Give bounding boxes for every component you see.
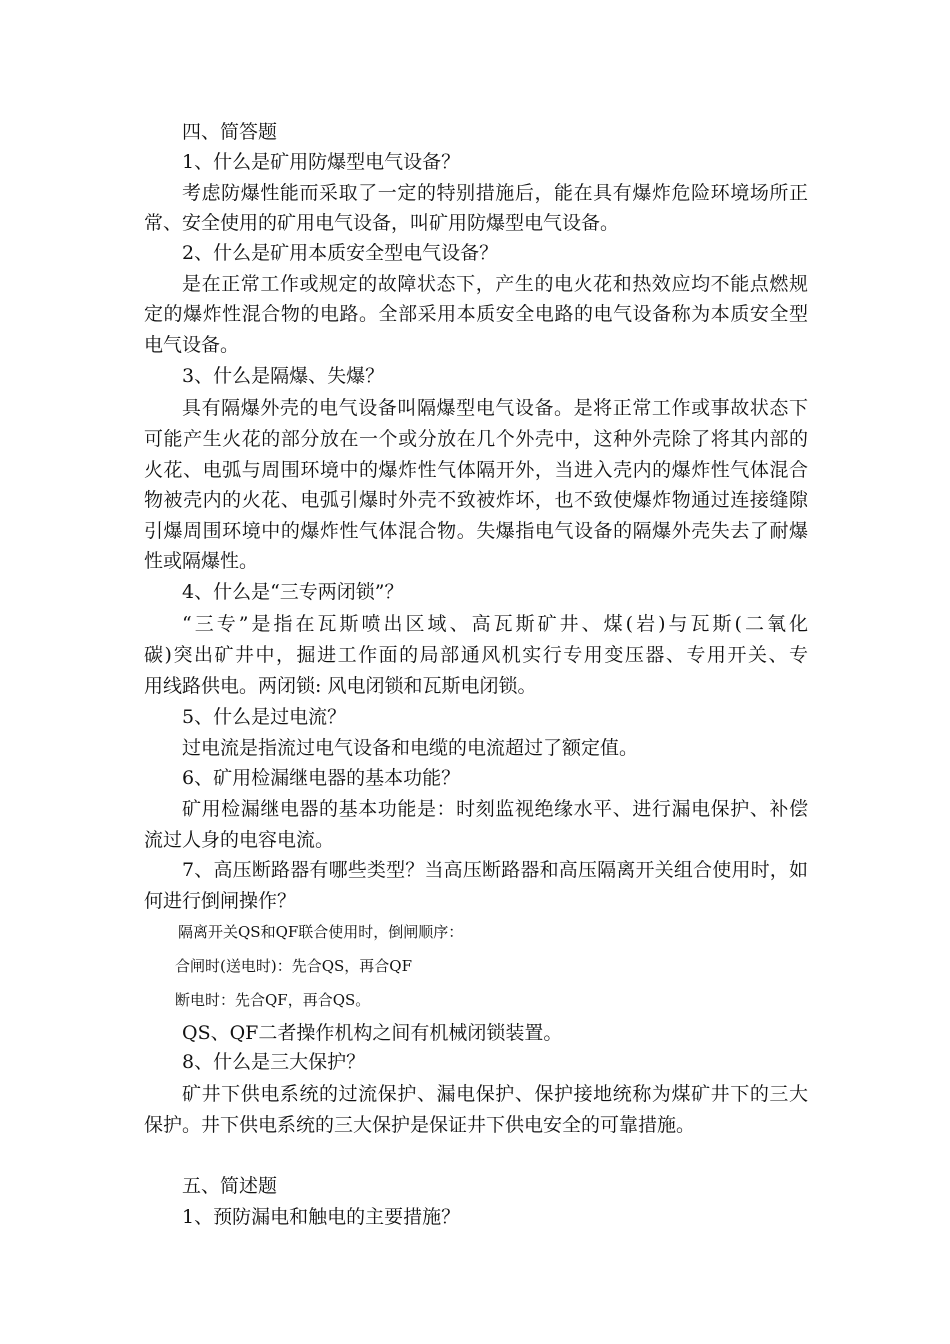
- answer-5-line-1: 过电流是指流过电气设备和电缆的电流超过了额定值。: [182, 737, 639, 759]
- question-2: 2、什么是矿用本质安全型电气设备？: [182, 242, 499, 264]
- answer-1-line-2: 常、安全使用的矿用电气设备，叫矿用防爆型电气设备。: [144, 212, 620, 234]
- answer-8-line-1: 矿井下供电系统的过流保护、漏电保护、保护接地统称为煤矿井下的三大: [182, 1083, 808, 1105]
- answer-3-line-5: 引爆周围环境中的爆炸性气体混合物。失爆指电气设备的隔爆外壳失去了耐爆: [144, 520, 808, 542]
- question-5: 5、什么是过电流？: [182, 706, 347, 728]
- answer-7-line-1: QS、QF二者操作机构之间有机械闭锁装置。: [182, 1022, 563, 1044]
- question-8: 8、什么是三大保护？: [182, 1051, 366, 1073]
- answer-1-line-1: 考虑防爆性能而采取了一定的特别措施后，能在具有爆炸危险环境场所正: [182, 182, 808, 204]
- question-3: 3、什么是隔爆、失爆？: [182, 365, 385, 387]
- question-1: 1、什么是矿用防爆型电气设备？: [182, 151, 461, 173]
- section-heading-5: 五、简述题: [182, 1175, 278, 1197]
- question-6: 6、矿用检漏继电器的基本功能？: [182, 767, 461, 789]
- answer-4-line-1: “三专”是指在瓦斯喷出区域、高瓦斯矿井、煤(岩)与瓦斯(二氧化: [182, 613, 808, 635]
- answer-3-line-3: 火花、电弧与周围环境中的爆炸性气体隔开外，当进入壳内的爆炸性气体混合: [144, 459, 808, 481]
- answer-8-line-2: 保护。井下供电系统的三大保护是保证井下供电安全的可靠措施。: [144, 1114, 696, 1136]
- answer-3-line-6: 性或隔爆性。: [144, 550, 259, 572]
- question-7-line-1: 7、高压断路器有哪些类型？当高压断路器和高压隔离开关组合使用时，如: [182, 859, 808, 881]
- answer-6-line-2: 流过人身的电容电流。: [144, 829, 335, 851]
- answer-3-line-4: 物被壳内的火花、电弧引爆时外壳不致被炸坏，也不致使爆炸物通过连接缝隙: [144, 489, 808, 511]
- answer-3-line-2: 可能产生火花的部分放在一个或分放在几个外壳中，这种外壳除了将其内部的: [144, 428, 808, 450]
- answer-2-line-2: 定的爆炸性混合物的电路。全部采用本质安全电路的电气设备称为本质安全型: [144, 303, 808, 325]
- answer-2-line-3: 电气设备。: [144, 334, 240, 356]
- question-7-line-2: 何进行倒闸操作？: [144, 890, 297, 912]
- note-7-line-3: 断电时：先合QF，再合QS。: [175, 991, 371, 1009]
- answer-2-line-1: 是在正常工作或规定的故障状态下，产生的电火花和热效应均不能点燃规: [182, 273, 808, 295]
- section5-question-1: 1、预防漏电和触电的主要措施？: [182, 1206, 461, 1228]
- answer-4-line-3: 用线路供电。两闭锁: 风电闭锁和瓦斯电闭锁。: [144, 675, 537, 697]
- question-4: 4、什么是“三专两闭锁”？: [182, 581, 404, 603]
- note-7-line-1: 隔离开关QS和QF联合使用时，倒闸顺序：: [178, 923, 464, 941]
- answer-4-line-2: 碳)突出矿井中，掘进工作面的局部通风机实行专用变压器、专用开关、专: [144, 644, 808, 666]
- note-7-line-2: 合闸时(送电时)：先合QS，再合QF: [175, 957, 412, 975]
- section-heading-4: 四、简答题: [182, 121, 278, 143]
- answer-3-line-1: 具有隔爆外壳的电气设备叫隔爆型电气设备。是将正常工作或事故状态下: [182, 397, 808, 419]
- answer-6-line-1: 矿用检漏继电器的基本功能是：时刻监视绝缘水平、进行漏电保护、补偿: [182, 798, 808, 820]
